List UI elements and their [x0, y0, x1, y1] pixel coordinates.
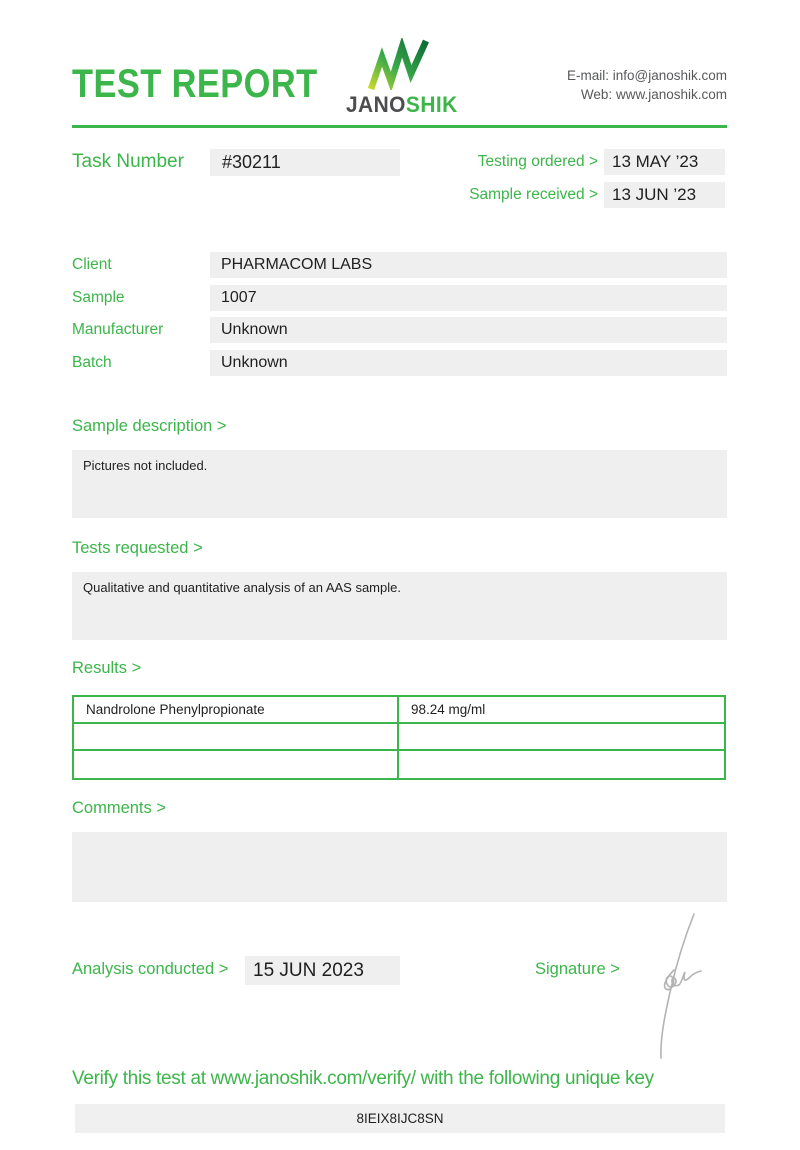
- client-label: Client: [72, 256, 112, 273]
- header-divider: [72, 125, 727, 128]
- sample-received-value: 13 JUN ’23: [604, 182, 725, 208]
- tests-requested-box: Qualitative and quantitative analysis of an AAS sample.: [72, 572, 727, 640]
- detail-row-client: [72, 252, 727, 278]
- results-table: [72, 695, 726, 780]
- comments-heading: Comments >: [72, 799, 166, 817]
- logo-wordmark: [346, 92, 458, 118]
- manufacturer-value: Unknown: [210, 317, 727, 343]
- detail-row-manufacturer: [72, 317, 727, 343]
- contact-email-line: [567, 66, 727, 85]
- task-number-value: #30211: [210, 149, 400, 176]
- detail-row-batch: [72, 350, 727, 376]
- janoshik-logo: [340, 38, 464, 118]
- web-label: Web:: [580, 87, 613, 102]
- testing-ordered-value: 13 MAY ’23: [604, 149, 725, 175]
- analysis-date-value: 15 JUN 2023: [245, 956, 400, 985]
- tests-requested-heading: Tests requested >: [72, 539, 203, 557]
- result-substance: [74, 751, 399, 778]
- email-label: E-mail:: [566, 68, 609, 83]
- result-substance: [74, 724, 399, 751]
- result-amount: [399, 724, 724, 751]
- client-value: PHARMACOM LABS: [210, 252, 727, 278]
- sample-value: 1007: [210, 285, 727, 311]
- signature-label: Signature >: [535, 960, 620, 978]
- batch-value: Unknown: [210, 350, 727, 376]
- result-amount: [399, 751, 724, 778]
- email-value: info@janoshik.com: [612, 68, 727, 83]
- result-amount: 98.24 mg/ml: [399, 697, 724, 724]
- sample-description-heading: Sample description >: [72, 417, 227, 435]
- analysis-conducted-label: Analysis conducted >: [72, 960, 229, 978]
- chart-peaks-icon: [365, 38, 439, 90]
- page-title: TEST REPORT: [72, 62, 318, 106]
- web-value: www.janoshik.com: [615, 87, 727, 102]
- comments-box: [72, 832, 727, 902]
- sample-received-label: Sample received >: [469, 186, 598, 203]
- detail-row-sample: [72, 285, 727, 311]
- results-heading: Results >: [72, 659, 142, 677]
- manufacturer-label: Manufacturer: [72, 321, 164, 338]
- result-substance: Nandrolone Phenylpropionate: [74, 697, 399, 724]
- logo-text-shik: SHIK: [406, 92, 458, 117]
- contact-info: [567, 66, 727, 104]
- verify-text: Verify this test at www.janoshik.com/verify/ with the following unique key: [72, 1068, 654, 1089]
- batch-label: Batch: [72, 353, 112, 371]
- sample-details: [72, 252, 727, 382]
- testing-ordered-label: Testing ordered >: [477, 153, 598, 170]
- sample-description-box: Pictures not included.: [72, 450, 727, 518]
- logo-text-jano: JANO: [346, 92, 407, 117]
- signature-image: [630, 910, 708, 1060]
- contact-web-line: [567, 85, 727, 104]
- unique-key-value: 8IEIX8IJC8SN: [75, 1104, 725, 1133]
- sample-label: Sample: [72, 288, 125, 306]
- task-number-label: Task Number: [72, 151, 184, 172]
